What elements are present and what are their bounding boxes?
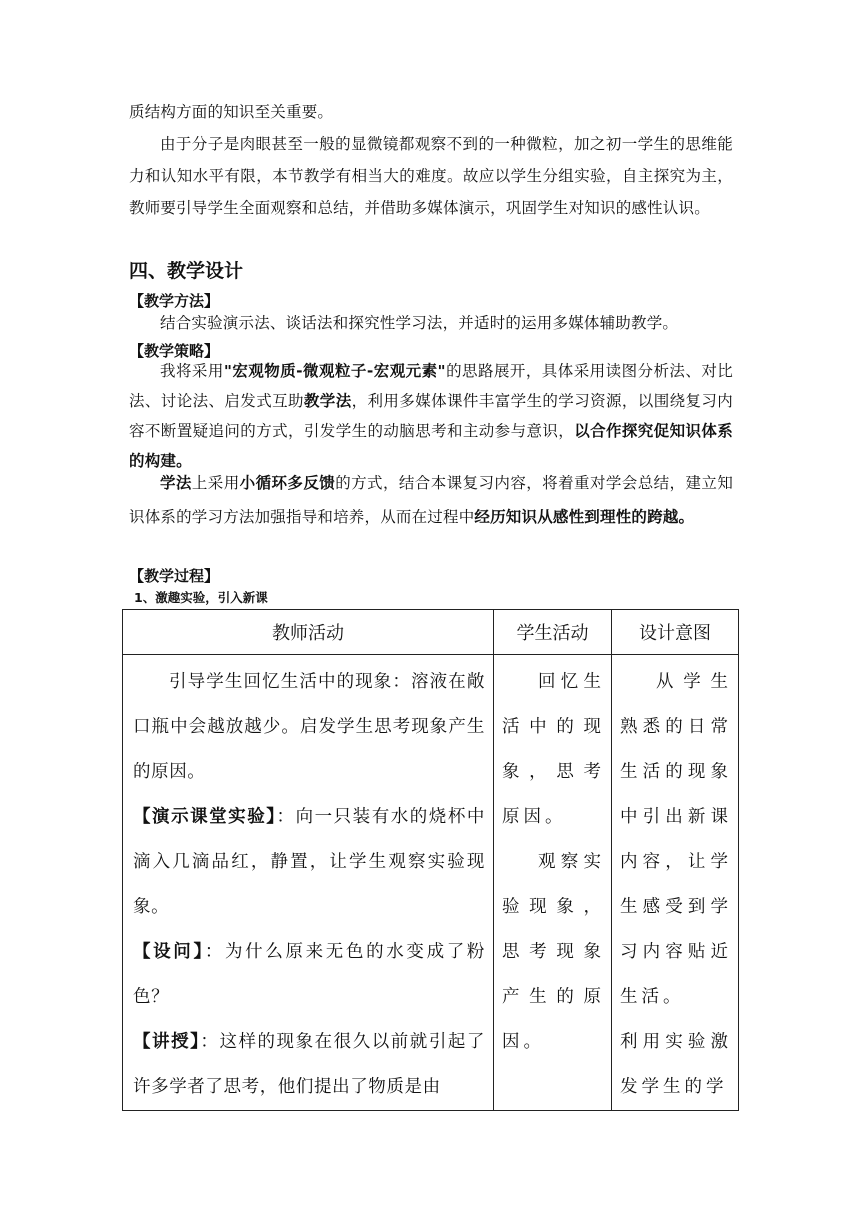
header-design-intent: 设计意图 — [612, 610, 739, 655]
strategy2-text-c: 小循环多反馈 — [239, 474, 336, 492]
lesson-table — [122, 609, 739, 1111]
student-activity-cell — [494, 655, 612, 1111]
strategy-text-c: 的思路展开，具体采用读图分析法、对比法、讨论法、启发式互助 — [129, 362, 733, 410]
teacher-p3 — [133, 930, 485, 1020]
student-p1: 回忆生活中的现象，思考原因。 — [502, 672, 605, 827]
student-p2: 观察实验现象，思考现象产生的原因。 — [502, 852, 605, 1052]
strategy2-text-d: 的方式，结合本课复习内容，将着重对学会总结，建立知识体系的学习方法加强指导和培养，从而在过程中 — [129, 474, 734, 526]
process-step-1: 1、激趣实验，引入新课 — [134, 590, 268, 605]
demo-label: 【演示课堂实验】 — [133, 807, 277, 827]
teacher-p4 — [133, 1020, 485, 1110]
strategy-text-d: 教学法 — [303, 392, 352, 410]
demo-text: ：向一只装有水的烧杯中滴入几滴品红，静置，让学生观察实验现象。 — [133, 807, 485, 917]
teacher-activity-cell — [123, 655, 494, 1111]
section-title: 四、教学设计 — [129, 260, 244, 282]
teacher-p1: 引导学生回忆生活中的现象：溶液在敞口瓶中会越放越少。启发学生思考现象产生的原因。 — [133, 672, 485, 782]
intro-paragraph: 由于分子是肉眼甚至一般的显微镜都观察不到的一种微粒，加之初一学生的思维能力和认知水平有限，本节教学有相当大的难度。故应以学生分组实验，自主探究为主，教师要引导学生全面观察和总结，并借助多媒体演示，巩固学生对知识的感性认识。 — [129, 135, 733, 217]
intent-p2: 利用实验激发学生的学 — [620, 1032, 732, 1097]
strategy-text-e: ，利用多媒体课件丰富学生的学习资源，以围绕复习内容不断置疑追问的方式，引发学生的动脑思考和主动参与意识， — [129, 392, 733, 440]
process-heading: 【教学过程】 — [129, 567, 220, 585]
table-row — [123, 655, 739, 1111]
method-text: 结合实验演示法、谈话法和探究性学习法，并适时的运用多媒体辅助教学。 — [160, 314, 679, 332]
strategy2-text-e: 经历知识从感性到理性的跨越。 — [474, 508, 695, 526]
strategy-heading: 【教学策略】 — [129, 342, 220, 360]
lecture-text: ：这样的现象在很久以前就引起了许多学者了思考，他们提出了物质是由 — [133, 1032, 486, 1097]
strategy2-text-b: 上采用 — [191, 474, 240, 492]
intro-continuation: 质结构方面的知识至关重要。 — [129, 103, 334, 121]
design-intent-cell — [612, 655, 739, 1111]
table-header-row — [123, 610, 739, 655]
strategy-text-a: 我将采用 — [160, 362, 224, 380]
teacher-p2 — [133, 795, 485, 930]
intent-p1: 从学生熟悉的日常生活的现象中引出新课内容，让学生感受到学习内容贴近生活。 — [620, 672, 732, 1007]
question-label: 【设问】 — [133, 942, 205, 962]
strategy-paragraph-1 — [129, 356, 733, 476]
strategy-text-b: "宏观物质-微观粒子-宏观元素" — [223, 362, 446, 380]
strategy2-text-a: 学法 — [160, 474, 192, 492]
header-student-activity: 学生活动 — [494, 610, 612, 655]
method-heading: 【教学方法】 — [129, 292, 220, 310]
lecture-label: 【讲授】 — [133, 1032, 201, 1052]
header-teacher-activity: 教师活动 — [123, 610, 494, 655]
strategy-paragraph-2 — [129, 466, 733, 534]
question-text: ：为什么原来无色的水变成了粉色？ — [133, 942, 485, 1007]
strategy-text-f: 以合作探究促知识体系的构建。 — [129, 422, 733, 470]
